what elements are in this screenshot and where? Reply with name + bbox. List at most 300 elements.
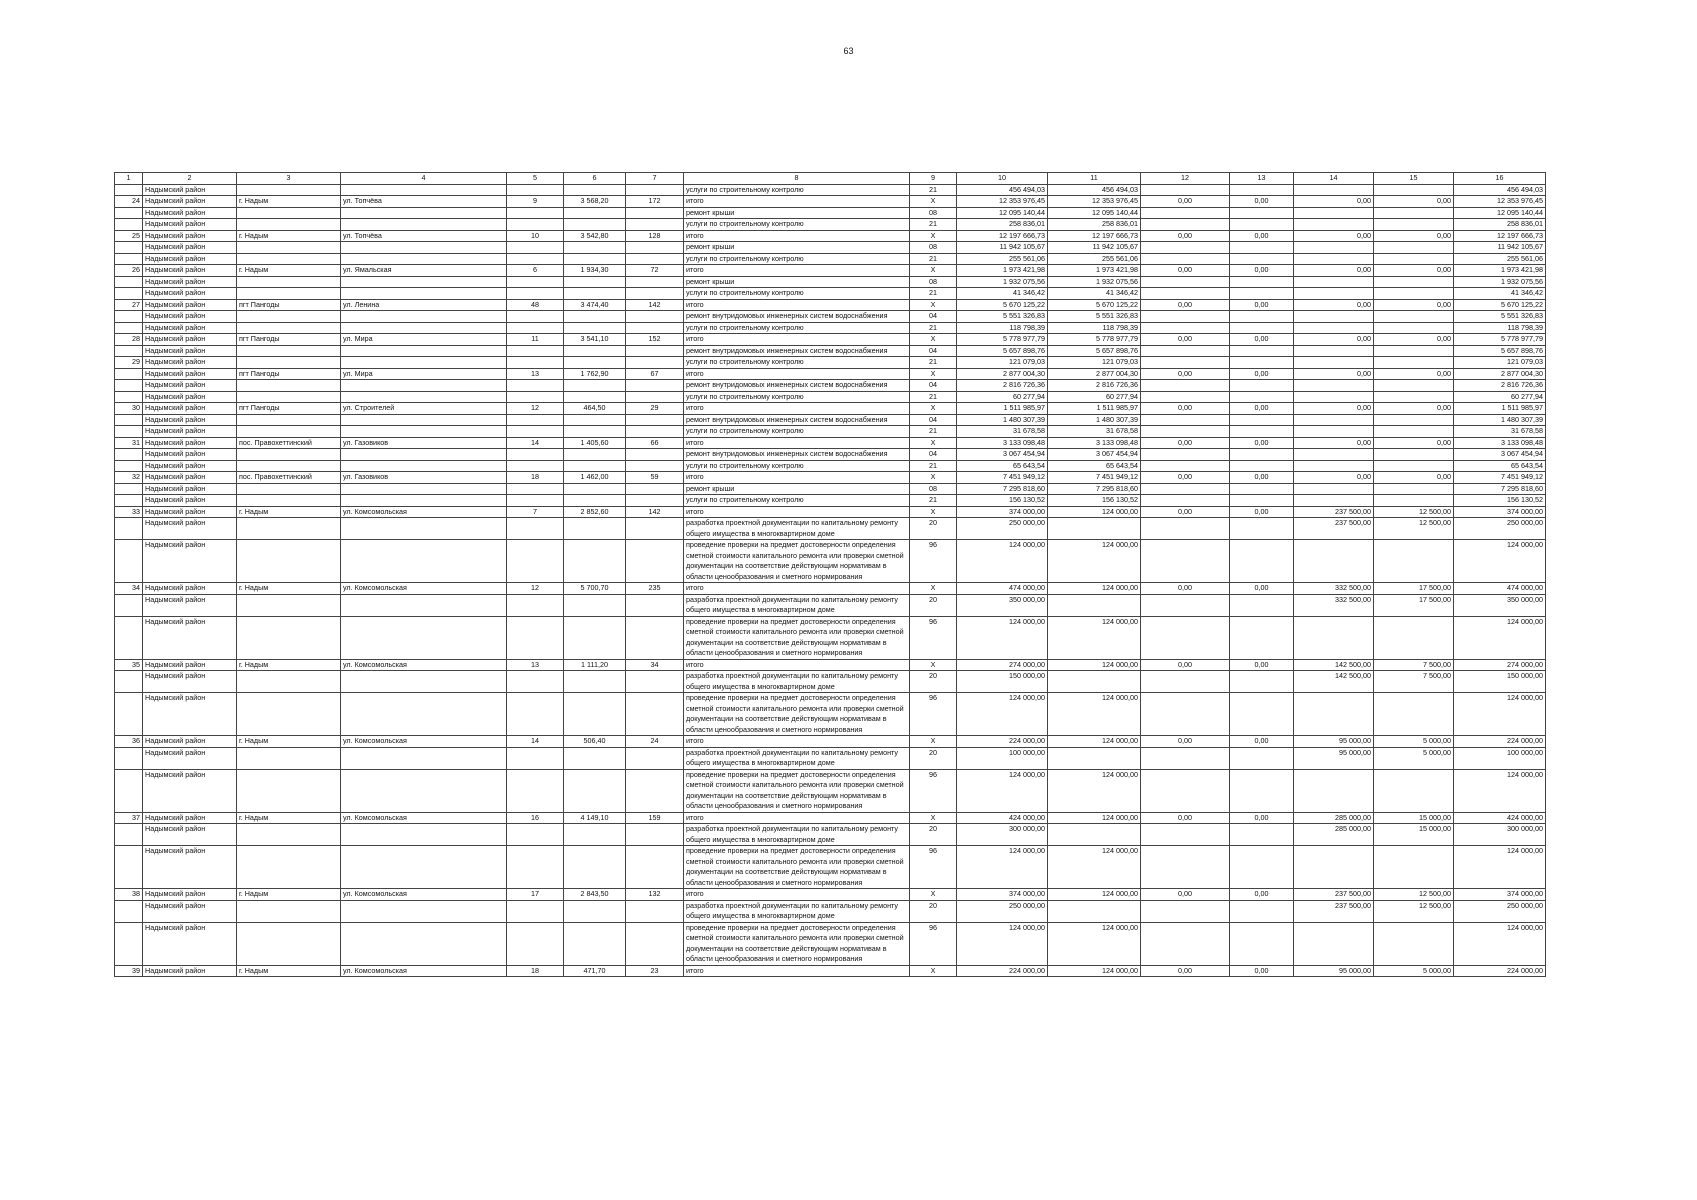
- regional-budget-cell: [1230, 616, 1294, 659]
- work-type-cell: итого: [684, 368, 910, 380]
- area-cell: 506,40: [564, 736, 626, 748]
- header-row: [115, 173, 1546, 185]
- owners-cell: [1374, 288, 1454, 300]
- regional-budget-cell: 0,00: [1230, 265, 1294, 277]
- regional-fund-cell: [1048, 518, 1141, 540]
- local-budget-cell: [1294, 357, 1374, 369]
- final-cost-cell: 474 000,00: [1454, 583, 1546, 595]
- column-header: 5: [507, 173, 564, 185]
- street-cell: ул. Комсомольская: [341, 659, 507, 671]
- table-row: [115, 311, 1546, 323]
- local-budget-cell: [1294, 846, 1374, 889]
- total-cost-cell: 258 836,01: [957, 219, 1048, 231]
- table-row: [115, 253, 1546, 265]
- district-cell: Надымский район: [143, 736, 237, 748]
- federal-cell: 0,00: [1141, 265, 1230, 277]
- final-cost-cell: 12 197 666,73: [1454, 230, 1546, 242]
- row-number-cell: [115, 322, 143, 334]
- settlement-cell: [237, 594, 341, 616]
- total-cost-cell: 250 000,00: [957, 518, 1048, 540]
- regional-budget-cell: [1230, 207, 1294, 219]
- table-row: [115, 276, 1546, 288]
- settlement-cell: [237, 495, 341, 507]
- street-cell: ул. Комсомольская: [341, 812, 507, 824]
- area-cell: [564, 184, 626, 196]
- federal-cell: [1141, 540, 1230, 583]
- settlement-cell: [237, 219, 341, 231]
- final-cost-cell: 124 000,00: [1454, 846, 1546, 889]
- total-cost-cell: 65 643,54: [957, 460, 1048, 472]
- column-header: 15: [1374, 173, 1454, 185]
- residents-cell: 59: [626, 472, 684, 484]
- settlement-cell: [237, 414, 341, 426]
- work-type-cell: итого: [684, 472, 910, 484]
- settlement-cell: г. Надым: [237, 812, 341, 824]
- owners-cell: 5 000,00: [1374, 736, 1454, 748]
- owners-cell: [1374, 426, 1454, 438]
- work-code-cell: 21: [910, 426, 957, 438]
- regional-fund-cell: 5 670 125,22: [1048, 299, 1141, 311]
- federal-cell: [1141, 922, 1230, 965]
- table-row: [115, 265, 1546, 277]
- final-cost-cell: 274 000,00: [1454, 659, 1546, 671]
- row-number-cell: [115, 922, 143, 965]
- work-code-cell: 08: [910, 483, 957, 495]
- district-cell: Надымский район: [143, 196, 237, 208]
- work-code-cell: X: [910, 230, 957, 242]
- settlement-cell: [237, 846, 341, 889]
- district-cell: Надымский район: [143, 518, 237, 540]
- total-cost-cell: 124 000,00: [957, 693, 1048, 736]
- work-type-cell: услуги по строительному контролю: [684, 391, 910, 403]
- street-cell: ул. Газовиков: [341, 437, 507, 449]
- settlement-cell: г. Надым: [237, 736, 341, 748]
- house-number-cell: [507, 900, 564, 922]
- district-cell: Надымский район: [143, 812, 237, 824]
- district-cell: Надымский район: [143, 265, 237, 277]
- work-code-cell: 04: [910, 449, 957, 461]
- table-row: [115, 693, 1546, 736]
- total-cost-cell: 274 000,00: [957, 659, 1048, 671]
- regional-budget-cell: 0,00: [1230, 889, 1294, 901]
- house-number-cell: 16: [507, 812, 564, 824]
- area-cell: [564, 345, 626, 357]
- work-type-cell: разработка проектной документации по капитальному ремонту общего имущества в многоквартирном доме: [684, 594, 910, 616]
- final-cost-cell: 118 798,39: [1454, 322, 1546, 334]
- total-cost-cell: 124 000,00: [957, 846, 1048, 889]
- column-header: 3: [237, 173, 341, 185]
- street-cell: [341, 460, 507, 472]
- house-number-cell: [507, 311, 564, 323]
- regional-budget-cell: [1230, 345, 1294, 357]
- final-cost-cell: 250 000,00: [1454, 518, 1546, 540]
- house-number-cell: [507, 769, 564, 812]
- federal-cell: 0,00: [1141, 583, 1230, 595]
- residents-cell: [626, 426, 684, 438]
- total-cost-cell: 124 000,00: [957, 616, 1048, 659]
- work-type-cell: услуги по строительному контролю: [684, 322, 910, 334]
- table-body: [115, 184, 1546, 977]
- federal-cell: [1141, 900, 1230, 922]
- total-cost-cell: 41 346,42: [957, 288, 1048, 300]
- street-cell: ул. Газовиков: [341, 472, 507, 484]
- regional-fund-cell: 124 000,00: [1048, 846, 1141, 889]
- local-budget-cell: [1294, 219, 1374, 231]
- area-cell: 4 149,10: [564, 812, 626, 824]
- area-cell: [564, 747, 626, 769]
- street-cell: ул. Комсомольская: [341, 736, 507, 748]
- district-cell: Надымский район: [143, 403, 237, 415]
- row-number-cell: 30: [115, 403, 143, 415]
- house-number-cell: [507, 540, 564, 583]
- settlement-cell: [237, 380, 341, 392]
- regional-fund-cell: 124 000,00: [1048, 889, 1141, 901]
- residents-cell: 29: [626, 403, 684, 415]
- table-row: [115, 889, 1546, 901]
- regional-budget-cell: [1230, 380, 1294, 392]
- row-number-cell: 25: [115, 230, 143, 242]
- area-cell: 3 568,20: [564, 196, 626, 208]
- regional-fund-cell: 121 079,03: [1048, 357, 1141, 369]
- total-cost-cell: 11 942 105,67: [957, 242, 1048, 254]
- local-budget-cell: 0,00: [1294, 196, 1374, 208]
- area-cell: [564, 357, 626, 369]
- work-code-cell: X: [910, 965, 957, 977]
- settlement-cell: г. Надым: [237, 230, 341, 242]
- final-cost-cell: 2 877 004,30: [1454, 368, 1546, 380]
- house-number-cell: [507, 207, 564, 219]
- work-type-cell: итого: [684, 437, 910, 449]
- owners-cell: [1374, 380, 1454, 392]
- table-row: [115, 414, 1546, 426]
- final-cost-cell: 5 551 326,83: [1454, 311, 1546, 323]
- street-cell: ул. Комсомольская: [341, 965, 507, 977]
- table-row: [115, 230, 1546, 242]
- house-number-cell: [507, 242, 564, 254]
- final-cost-cell: 7 451 949,12: [1454, 472, 1546, 484]
- total-cost-cell: 5 778 977,79: [957, 334, 1048, 346]
- total-cost-cell: 3 067 454,94: [957, 449, 1048, 461]
- street-cell: [341, 380, 507, 392]
- settlement-cell: [237, 518, 341, 540]
- owners-cell: [1374, 184, 1454, 196]
- street-cell: [341, 540, 507, 583]
- work-code-cell: 04: [910, 311, 957, 323]
- total-cost-cell: 31 678,58: [957, 426, 1048, 438]
- total-cost-cell: 250 000,00: [957, 900, 1048, 922]
- house-number-cell: [507, 594, 564, 616]
- area-cell: [564, 495, 626, 507]
- row-number-cell: [115, 184, 143, 196]
- local-budget-cell: [1294, 276, 1374, 288]
- local-budget-cell: 237 500,00: [1294, 900, 1374, 922]
- regional-budget-cell: [1230, 414, 1294, 426]
- settlement-cell: пос. Правохеттинский: [237, 472, 341, 484]
- area-cell: 3 542,80: [564, 230, 626, 242]
- column-header: 4: [341, 173, 507, 185]
- area-cell: [564, 824, 626, 846]
- residents-cell: 235: [626, 583, 684, 595]
- table-row: [115, 196, 1546, 208]
- work-code-cell: 04: [910, 380, 957, 392]
- district-cell: Надымский район: [143, 380, 237, 392]
- house-number-cell: 17: [507, 889, 564, 901]
- district-cell: Надымский район: [143, 437, 237, 449]
- area-cell: [564, 460, 626, 472]
- settlement-cell: [237, 922, 341, 965]
- local-budget-cell: 95 000,00: [1294, 965, 1374, 977]
- residents-cell: [626, 288, 684, 300]
- work-type-cell: ремонт внутридомовых инженерных систем водоснабжения: [684, 449, 910, 461]
- work-code-cell: 20: [910, 594, 957, 616]
- work-code-cell: X: [910, 196, 957, 208]
- residents-cell: [626, 414, 684, 426]
- local-budget-cell: 332 500,00: [1294, 594, 1374, 616]
- total-cost-cell: 7 295 818,60: [957, 483, 1048, 495]
- row-number-cell: [115, 207, 143, 219]
- federal-cell: [1141, 483, 1230, 495]
- district-cell: Надымский район: [143, 391, 237, 403]
- area-cell: 3 541,10: [564, 334, 626, 346]
- final-cost-cell: 41 346,42: [1454, 288, 1546, 300]
- district-cell: Надымский район: [143, 322, 237, 334]
- local-budget-cell: [1294, 449, 1374, 461]
- residents-cell: [626, 460, 684, 472]
- row-number-cell: [115, 449, 143, 461]
- table-row: [115, 437, 1546, 449]
- regional-fund-cell: 124 000,00: [1048, 616, 1141, 659]
- local-budget-cell: [1294, 426, 1374, 438]
- area-cell: 471,70: [564, 965, 626, 977]
- regional-budget-cell: 0,00: [1230, 506, 1294, 518]
- row-number-cell: 38: [115, 889, 143, 901]
- regional-budget-cell: [1230, 253, 1294, 265]
- residents-cell: [626, 311, 684, 323]
- work-type-cell: итого: [684, 583, 910, 595]
- area-cell: [564, 207, 626, 219]
- owners-cell: [1374, 242, 1454, 254]
- local-budget-cell: [1294, 693, 1374, 736]
- owners-cell: [1374, 253, 1454, 265]
- house-number-cell: [507, 276, 564, 288]
- area-cell: [564, 518, 626, 540]
- area-cell: [564, 594, 626, 616]
- regional-fund-cell: 124 000,00: [1048, 540, 1141, 583]
- district-cell: Надымский район: [143, 495, 237, 507]
- federal-cell: [1141, 824, 1230, 846]
- column-header: 9: [910, 173, 957, 185]
- federal-cell: [1141, 391, 1230, 403]
- work-code-cell: X: [910, 437, 957, 449]
- regional-fund-cell: 1 480 307,39: [1048, 414, 1141, 426]
- column-header: 16: [1454, 173, 1546, 185]
- work-type-cell: проведение проверки на предмет достоверности определения сметной стоимости капитального ремонта или проверки сметной документации на соответствие действующим нормативам в области ценообразования и сметного нормирования: [684, 540, 910, 583]
- local-budget-cell: 0,00: [1294, 368, 1374, 380]
- final-cost-cell: 3 133 098,48: [1454, 437, 1546, 449]
- row-number-cell: [115, 693, 143, 736]
- regional-budget-cell: [1230, 391, 1294, 403]
- work-type-cell: итого: [684, 230, 910, 242]
- house-number-cell: [507, 449, 564, 461]
- federal-cell: 0,00: [1141, 889, 1230, 901]
- work-type-cell: ремонт крыши: [684, 242, 910, 254]
- house-number-cell: [507, 391, 564, 403]
- district-cell: Надымский район: [143, 824, 237, 846]
- work-code-cell: X: [910, 403, 957, 415]
- work-type-cell: разработка проектной документации по капитальному ремонту общего имущества в многоквартирном доме: [684, 824, 910, 846]
- work-type-cell: ремонт внутридомовых инженерных систем водоснабжения: [684, 414, 910, 426]
- table-row: [115, 922, 1546, 965]
- regional-budget-cell: [1230, 540, 1294, 583]
- table-row: [115, 449, 1546, 461]
- owners-cell: 0,00: [1374, 230, 1454, 242]
- table-row: [115, 368, 1546, 380]
- house-number-cell: 11: [507, 334, 564, 346]
- settlement-cell: [237, 693, 341, 736]
- regional-fund-cell: 5 778 977,79: [1048, 334, 1141, 346]
- federal-cell: 0,00: [1141, 368, 1230, 380]
- work-code-cell: 20: [910, 518, 957, 540]
- house-number-cell: 9: [507, 196, 564, 208]
- row-number-cell: [115, 769, 143, 812]
- house-number-cell: [507, 253, 564, 265]
- total-cost-cell: 12 095 140,44: [957, 207, 1048, 219]
- district-cell: Надымский район: [143, 299, 237, 311]
- final-cost-cell: 124 000,00: [1454, 693, 1546, 736]
- owners-cell: 0,00: [1374, 196, 1454, 208]
- row-number-cell: [115, 540, 143, 583]
- total-cost-cell: 7 451 949,12: [957, 472, 1048, 484]
- residents-cell: 34: [626, 659, 684, 671]
- regional-budget-cell: [1230, 311, 1294, 323]
- row-number-cell: [115, 426, 143, 438]
- work-type-cell: разработка проектной документации по капитальному ремонту общего имущества в многоквартирном доме: [684, 671, 910, 693]
- owners-cell: [1374, 219, 1454, 231]
- federal-cell: 0,00: [1141, 965, 1230, 977]
- area-cell: [564, 253, 626, 265]
- street-cell: [341, 207, 507, 219]
- final-cost-cell: 156 130,52: [1454, 495, 1546, 507]
- residents-cell: 128: [626, 230, 684, 242]
- street-cell: [341, 345, 507, 357]
- street-cell: [341, 426, 507, 438]
- owners-cell: 15 000,00: [1374, 812, 1454, 824]
- street-cell: ул. Топчёва: [341, 230, 507, 242]
- row-number-cell: 27: [115, 299, 143, 311]
- work-code-cell: 21: [910, 391, 957, 403]
- residents-cell: [626, 184, 684, 196]
- row-number-cell: 39: [115, 965, 143, 977]
- federal-cell: [1141, 276, 1230, 288]
- total-cost-cell: 474 000,00: [957, 583, 1048, 595]
- settlement-cell: пгт Пангоды: [237, 299, 341, 311]
- house-number-cell: [507, 671, 564, 693]
- total-cost-cell: 3 133 098,48: [957, 437, 1048, 449]
- column-header: 2: [143, 173, 237, 185]
- local-budget-cell: 0,00: [1294, 334, 1374, 346]
- residents-cell: [626, 242, 684, 254]
- house-number-cell: [507, 288, 564, 300]
- column-header: 11: [1048, 173, 1141, 185]
- settlement-cell: [237, 311, 341, 323]
- street-cell: [341, 518, 507, 540]
- owners-cell: 12 500,00: [1374, 518, 1454, 540]
- regional-fund-cell: 124 000,00: [1048, 965, 1141, 977]
- regional-fund-cell: [1048, 747, 1141, 769]
- table-row: [115, 747, 1546, 769]
- row-number-cell: 24: [115, 196, 143, 208]
- final-cost-cell: 11 942 105,67: [1454, 242, 1546, 254]
- final-cost-cell: 1 973 421,98: [1454, 265, 1546, 277]
- regional-budget-cell: [1230, 483, 1294, 495]
- district-cell: Надымский район: [143, 230, 237, 242]
- work-type-cell: услуги по строительному контролю: [684, 495, 910, 507]
- residents-cell: [626, 495, 684, 507]
- row-number-cell: [115, 495, 143, 507]
- owners-cell: 7 500,00: [1374, 671, 1454, 693]
- regional-budget-cell: [1230, 357, 1294, 369]
- total-cost-cell: 5 657 898,76: [957, 345, 1048, 357]
- street-cell: [341, 253, 507, 265]
- district-cell: Надымский район: [143, 965, 237, 977]
- house-number-cell: [507, 219, 564, 231]
- row-number-cell: 28: [115, 334, 143, 346]
- settlement-cell: [237, 449, 341, 461]
- owners-cell: [1374, 311, 1454, 323]
- district-cell: Надымский район: [143, 449, 237, 461]
- residents-cell: [626, 380, 684, 392]
- district-cell: Надымский район: [143, 276, 237, 288]
- regional-budget-cell: 0,00: [1230, 583, 1294, 595]
- local-budget-cell: [1294, 345, 1374, 357]
- work-type-cell: проведение проверки на предмет достоверности определения сметной стоимости капитального ремонта или проверки сметной документации на соответствие действующим нормативам в области ценообразования и сметного нормирования: [684, 693, 910, 736]
- regional-fund-cell: 456 494,03: [1048, 184, 1141, 196]
- local-budget-cell: [1294, 242, 1374, 254]
- local-budget-cell: [1294, 391, 1374, 403]
- owners-cell: 17 500,00: [1374, 583, 1454, 595]
- residents-cell: [626, 345, 684, 357]
- regional-budget-cell: [1230, 769, 1294, 812]
- table-row: [115, 736, 1546, 748]
- row-number-cell: [115, 242, 143, 254]
- federal-cell: [1141, 426, 1230, 438]
- local-budget-cell: [1294, 311, 1374, 323]
- owners-cell: [1374, 322, 1454, 334]
- work-type-cell: разработка проектной документации по капитальному ремонту общего имущества в многоквартирном доме: [684, 900, 910, 922]
- street-cell: [341, 747, 507, 769]
- settlement-cell: [237, 276, 341, 288]
- area-cell: 2 843,50: [564, 889, 626, 901]
- row-number-cell: [115, 311, 143, 323]
- regional-budget-cell: 0,00: [1230, 196, 1294, 208]
- federal-cell: [1141, 518, 1230, 540]
- local-budget-cell: [1294, 414, 1374, 426]
- district-cell: Надымский район: [143, 472, 237, 484]
- work-code-cell: X: [910, 265, 957, 277]
- regional-budget-cell: 0,00: [1230, 230, 1294, 242]
- row-number-cell: 35: [115, 659, 143, 671]
- table-row: [115, 472, 1546, 484]
- regional-fund-cell: [1048, 900, 1141, 922]
- owners-cell: [1374, 276, 1454, 288]
- district-cell: Надымский район: [143, 345, 237, 357]
- settlement-cell: [237, 253, 341, 265]
- street-cell: [341, 495, 507, 507]
- settlement-cell: пгт Пангоды: [237, 334, 341, 346]
- total-cost-cell: 1 932 075,56: [957, 276, 1048, 288]
- area-cell: [564, 483, 626, 495]
- table-row: [115, 812, 1546, 824]
